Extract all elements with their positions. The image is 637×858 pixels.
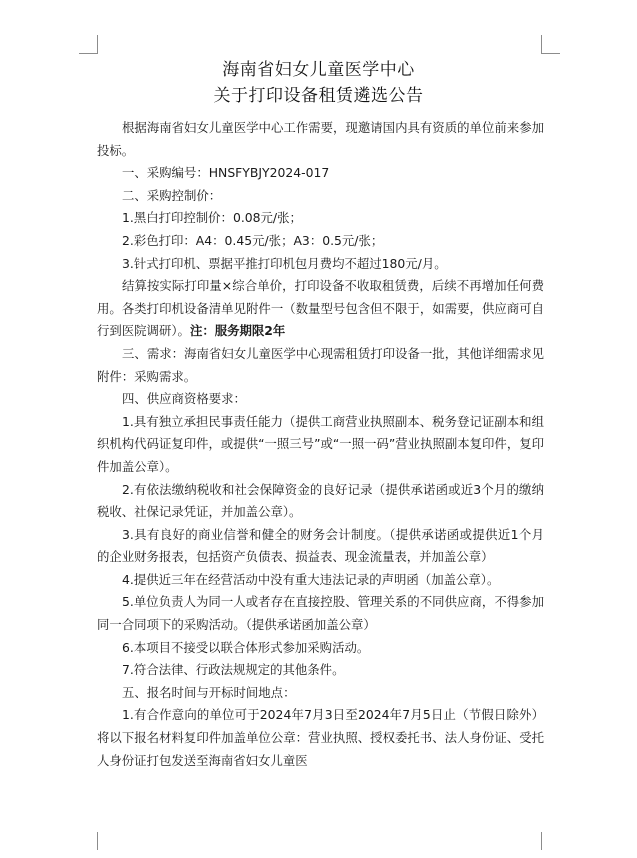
- price-item-2: 2.彩色打印：A4：0.45元/张；A3：0.5元/张；: [122, 232, 384, 248]
- settlement-text: 结算按实际打印量×综合单价，打印设备不收取租赁费，后续不再增加任何费用。各类打印机设备清单见附件一（数量型号包含但不限于，如需要，供应商可自行到医院调研）。: [97, 278, 544, 339]
- section-4-heading: 四、供应商资格要求：: [122, 391, 246, 407]
- qualification-item-6: 6.本项目不接受以联合体形式参加采购活动。: [122, 639, 370, 655]
- service-period-note: 注：服务期限2年: [189, 323, 286, 339]
- section-5-heading: 五、报名时间与开标时间地点：: [122, 684, 296, 700]
- document-title: 海南省妇女儿童医学中心: [222, 60, 415, 80]
- settlement-paragraph: [97, 275, 544, 343]
- qualification-item-3: 3.具有良好的商业信誉和健全的财务会计制度。（提供承诺函或提供近1个月的企业财务报表，包括资产负债表、损益表、现金流量表，并加盖公章）: [97, 526, 544, 565]
- qualification-item-1: 1.具有独立承担民事责任能力（提供工商营业执照副本、税务登记证副本和组织机构代码证复印件，或提供“一照三号”或“一照一码”营业执照副本复印件，复印件加盖公章）。: [97, 413, 544, 474]
- corner-crop-mark-top-left: [79, 35, 98, 54]
- registration-item-1: 1.有合作意向的单位可于2024年7月3日至2024年7月5日止（节假日除外）将以下报名材料复印件加盖单位公章：营业执照、授权委托书、法人身份证、受托人身份证打包发送至海南省妇女儿童医: [97, 707, 544, 768]
- qualification-item-2: 2.有依法缴纳税收和社会保障资金的良好记录（提供承诺函或近3个月的缴纳税收、社保记录凭证，并加盖公章）。: [97, 481, 544, 520]
- qualification-item-5: 5.单位负责人为同一人或者存在直接控股、管理关系的不同供应商，不得参加同一合同项下的采购活动。（提供承诺函加盖公章）: [97, 594, 544, 633]
- section-1-procurement-number: 一、采购编号：HNSFYBJY2024-017: [122, 165, 330, 181]
- price-item-3: 3.针式打印机、票据平推打印机包月费均不超过180元/月。: [122, 255, 447, 271]
- corner-crop-mark-top-right: [541, 35, 560, 54]
- document-body: [97, 117, 544, 772]
- corner-crop-mark-bottom-right: [541, 832, 560, 850]
- price-item-1: 1.黑白打印控制价：0.08元/张；: [122, 210, 302, 226]
- corner-crop-mark-bottom-left: [79, 832, 98, 850]
- section-2-heading: 二、采购控制价：: [122, 187, 222, 203]
- section-3-requirements: 三、需求：海南省妇女儿童医学中心现需租赁打印设备一批，其他详细需求见附件：采购需求。: [97, 345, 544, 384]
- document-subtitle: 关于打印设备租赁遴选公告: [213, 86, 424, 106]
- intro-paragraph: 根据海南省妇女儿童医学中心工作需要，现邀请国内具有资质的单位前来参加投标。: [97, 120, 544, 158]
- qualification-item-7: 7.符合法律、行政法规规定的其他条件。: [122, 662, 345, 678]
- qualification-item-4: 4.提供近三年在经营活动中没有重大违法记录的声明函（加盖公章）。: [122, 571, 500, 587]
